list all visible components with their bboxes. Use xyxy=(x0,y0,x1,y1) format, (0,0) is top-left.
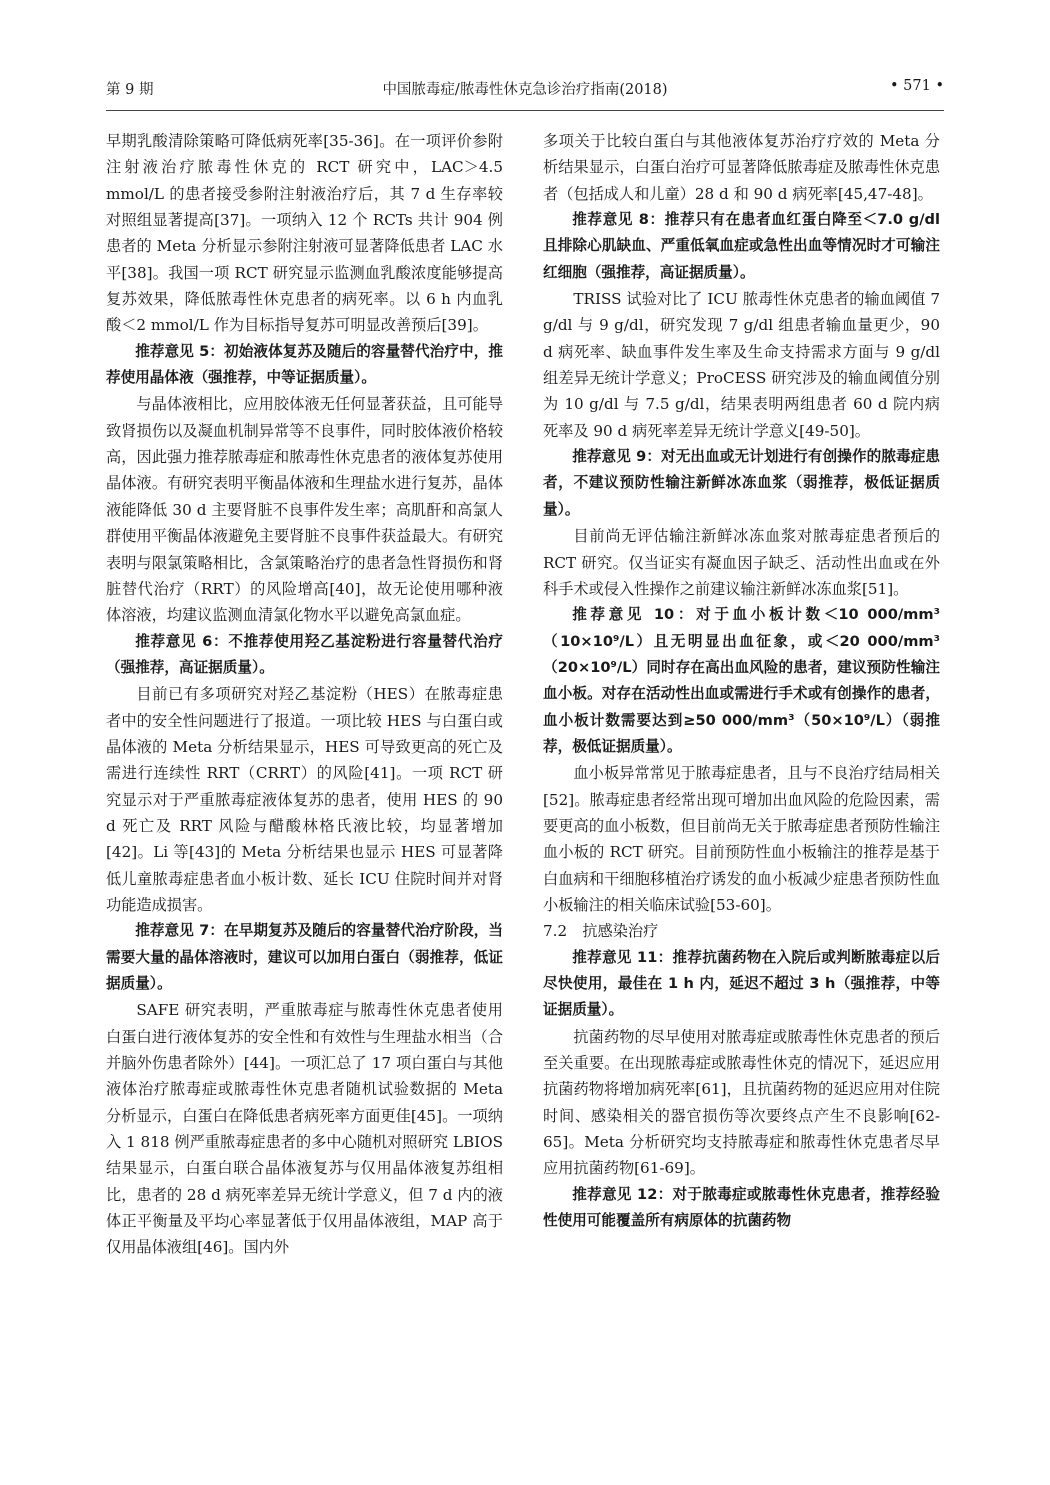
recommendation-10: 推荐意见 10：对于血小板计数＜10 000/mm³（10×10⁹/L）且无明显出血征象，或＜20 000/mm³（20×10⁹/L）同时存在高出血风险的患者，建议预防性输注血小板。对存在活动性出血或需进行手术或有创操作的患者，血小板计数需要达到≥50 000/mm³（50×10⁹/L）（弱推荐，极低证据质量）。 xyxy=(543,606,940,755)
right-column xyxy=(543,128,940,1234)
paragraph: TRISS 试验对比了 ICU 脓毒性休克患者的输血阈值 7 g/dl 与 9 g/dl，研究发现 7 g/dl 组患者输血量更少，90 d 病死率、缺血事件发生率及生命支持需求方面与 9 g/dl 组差异无统计学意义；ProCESS 研究涉及的输血阈值分别为 10 g/dl 与 7.5 g/dl，结果表明两组患者 60 d 院内病死率及 90 d 病死率差异无统计学意义[49-50]。 xyxy=(543,290,940,440)
paragraph: 目前已有多项研究对羟乙基淀粉（HES）在脓毒症患者中的安全性问题进行了报道。一项比较 HES 与白蛋白或晶体液的 Meta 分析结果显示，HES 可导致更高的死亡及需进行连续性 RRT（CRRT）的风险[41]。一项 RCT 研究显示对于严重脓毒症液体复苏的患者，使用 HES 的 90 d 死亡及 RRT 风险与醋酸林格氏液比较，均显著增加[42]。Li 等[43]的 Meta 分析结果也显示 HES 可显著降低儿童脓毒症患者血小板计数、延长 ICU 住院时间并对肾功能造成损害。 xyxy=(106,685,503,914)
paragraph: 多项关于比较白蛋白与其他液体复苏治疗疗效的 Meta 分析结果显示，白蛋白治疗可显著降低脓毒症及脓毒性休克患者（包括成人和儿童）28 d 和 90 d 病死率[45,47-48]。 xyxy=(543,132,940,203)
paragraph: 目前尚无评估输注新鲜冰冻血浆对脓毒症患者预后的 RCT 研究。仅当证实有凝血因子缺乏、活动性出血或在外科手术或侵入性操作之前建议输注新鲜冰冻血浆[51]。 xyxy=(543,527,940,598)
page-number: • 571 • xyxy=(890,78,944,94)
paragraph: 早期乳酸清除策略可降低病死率[35-36]。在一项评价参附注射液治疗脓毒性休克的 RCT 研究中，LAC＞4.5 mmol/L 的患者接受参附注射液治疗后，其 7 d 生存率较对照组显著提高[37]。一项纳入 12 个 RCTs 共计 904 例患者的 Meta 分析显示参附注射液可显著降低患者 LAC 水平[38]。我国一项 RCT 研究显示监测血乳酸浓度能够提高复苏效果，降低脓毒性休克患者的病死率。以 6 h 内血乳酸＜2 mmol/L 作为目标指导复苏可明显改善预后[39]。 xyxy=(106,132,503,335)
recommendation-6: 推荐意见 6：不推荐使用羟乙基淀粉进行容量替代治疗（强推荐，高证据质量）。 xyxy=(106,632,503,676)
recommendation-11: 推荐意见 11：推荐抗菌药物在入院后或判断脓毒症以后尽快使用，最佳在 1 h 内，延迟不超过 3 h（强推荐，中等证据质量）。 xyxy=(543,948,940,1019)
paragraph: 与晶体液相比，应用胶体液无任何显著获益，且可能导致肾损伤以及凝血机制异常等不良事件，同时胶体液价格较高，因此强力推荐脓毒症和脓毒性休克患者的液体复苏使用晶体液。有研究表明平衡晶体液和生理盐水进行复苏，晶体液能降低 30 d 主要肾脏不良事件发生率；高肌酐和高氯人群使用平衡晶体液避免主要肾脏不良事件获益最大。有研究表明与限氯策略相比，含氯策略治疗的患者急性肾损伤和肾脏替代治疗（RRT）的风险增高[40]，故无论使用哪种液体溶液，均建议监测血清氯化物水平以避免高氯血症。 xyxy=(106,395,503,625)
running-header xyxy=(106,78,944,106)
section-heading: 7.2 抗感染治疗 xyxy=(543,922,659,941)
recommendation-12: 推荐意见 12：对于脓毒症或脓毒性休克患者，推荐经验性使用可能覆盖所有病原体的抗菌药物 xyxy=(543,1185,940,1230)
recommendation-8: 推荐意见 8：推荐只有在患者血红蛋白降至＜7.0 g/dl 且排除心肌缺血、严重低氧血症或急性出血等情况时才可输注红细胞（强推荐，高证据质量）。 xyxy=(543,211,940,281)
header-rule xyxy=(106,110,944,111)
recommendation-5: 推荐意见 5：初始液体复苏及随后的容量替代治疗中，推荐使用晶体液（强推荐，中等证据质量）。 xyxy=(106,342,503,387)
recommendation-9: 推荐意见 9：对无出血或无计划进行有创操作的脓毒症患者，不建议预防性输注新鲜冰冻血浆（弱推荐，极低证据质量）。 xyxy=(543,448,940,518)
issue-label: 第 9 期 xyxy=(106,82,154,98)
paragraph: 抗菌药物的尽早使用对脓毒症或脓毒性休克患者的预后至关重要。在出现脓毒症或脓毒性休克的情况下，延迟应用抗菌药物将增加病死率[61]，且抗菌药物的延迟应用对住院时间、感染相关的器官损伤等次要终点产生不良影响[62-65]。Meta 分析研究均支持脓毒症和脓毒性休克患者尽早应用抗菌药物[61-69]。 xyxy=(543,1027,940,1178)
paragraph: 血小板异常常见于脓毒症患者，且与不良治疗结局相关[52]。脓毒症患者经常出现可增加出血风险的危险因素，需要更高的血小板数，但目前尚无关于脓毒症患者预防性输注血小板的 RCT 研究。目前预防性血小板输注的推荐是基于白血病和干细胞移植治疗诱发的血小板减少症患者预防性血小板输注的相关临床试验[53-60]。 xyxy=(543,764,940,914)
paragraph: SAFE 研究表明，严重脓毒症与脓毒性休克患者使用白蛋白进行液体复苏的安全性和有效性与生理盐水相当（合并脑外伤患者除外）[44]。一项汇总了 17 项白蛋白与其他液体治疗脓毒症或脓毒性休克患者随机试验数据的 Meta 分析显示，白蛋白在降低患者病死率方面更佳[45]。一项纳入 1 818 例严重脓毒症患者的多中心随机对照研究 LBIOS 结果显示，白蛋白联合晶体液复苏与仅用晶体液复苏组相比，患者的 28 d 病死率差异无统计学意义，但 7 d 内的液体正平衡量及平均心率显著低于仅用晶体液组，MAP 高于仅用晶体液组[46]。国内外 xyxy=(106,1001,503,1257)
recommendation-7: 推荐意见 7：在早期复苏及随后的容量替代治疗阶段，当需要大量的晶体溶液时，建议可以加用白蛋白（弱推荐，低证据质量）。 xyxy=(106,922,503,992)
journal-title: 中国脓毒症/脓毒性休克急诊治疗指南(2018) xyxy=(382,82,668,98)
left-column xyxy=(106,128,503,1261)
